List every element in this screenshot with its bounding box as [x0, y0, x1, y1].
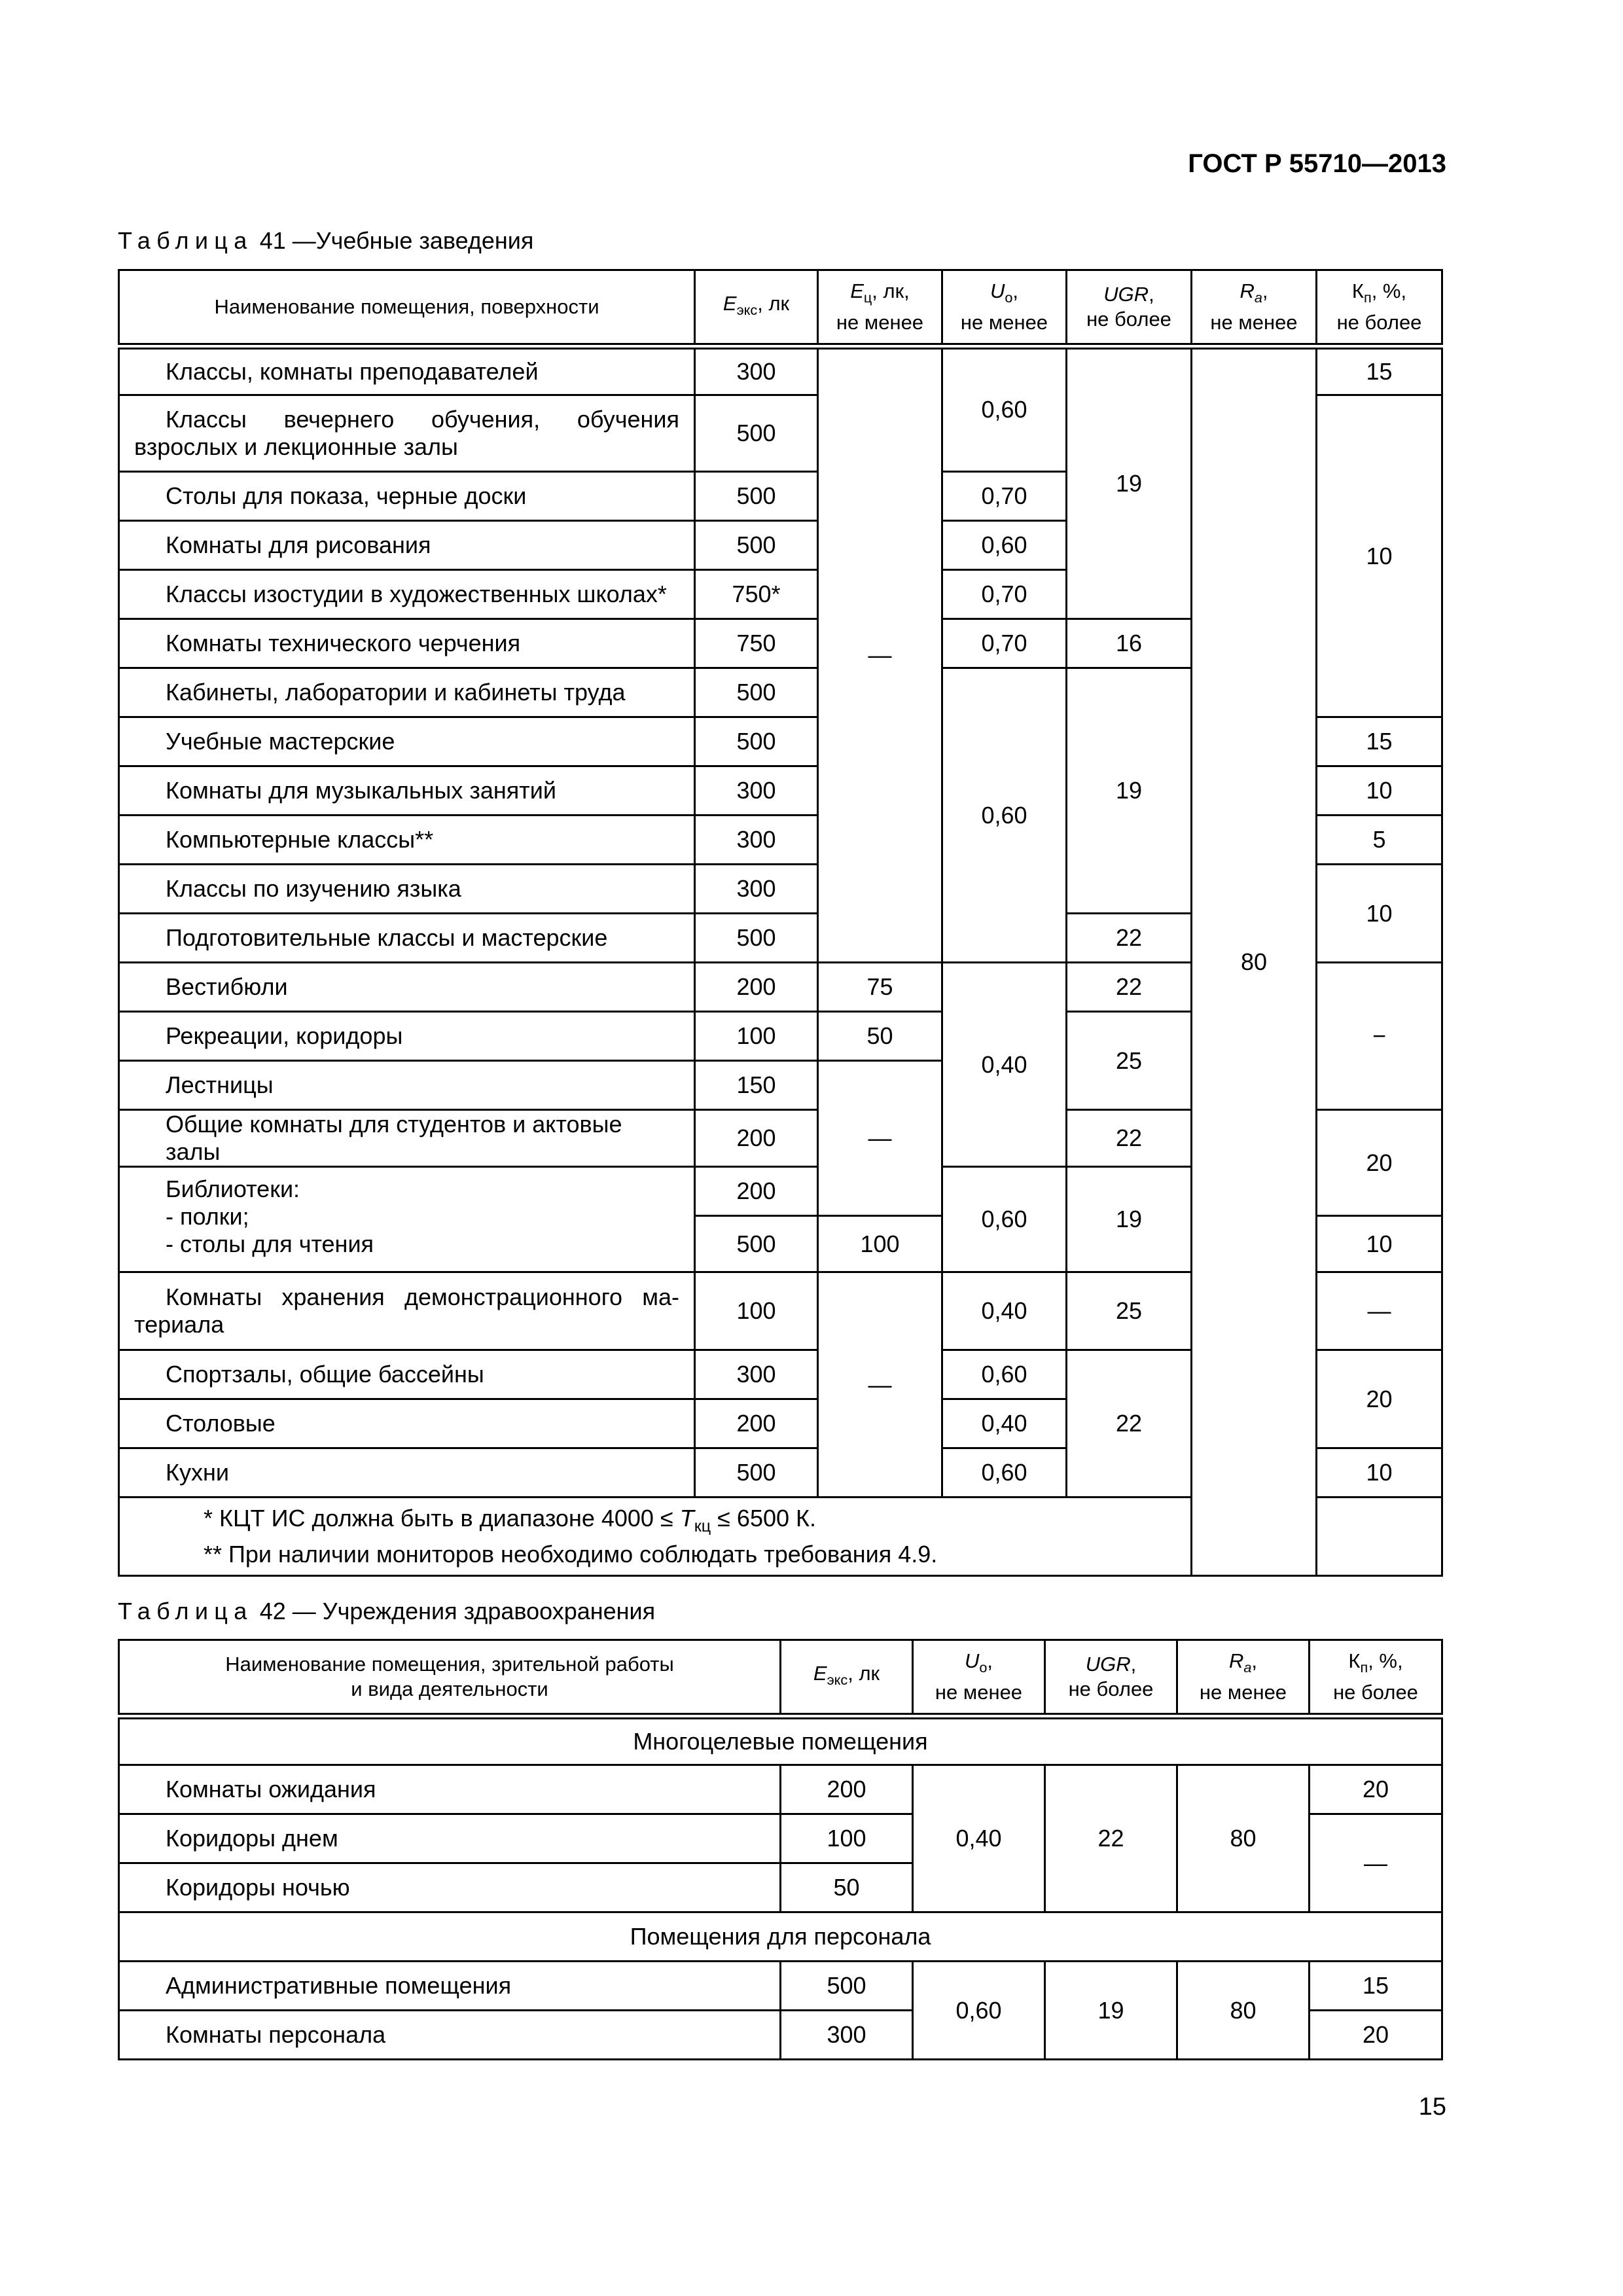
e-value: 200 [695, 963, 818, 1012]
ra-value: 80 [1177, 1765, 1310, 1912]
col-header-room: Наименование помещения, зрительной работы и вида деятельности [119, 1640, 781, 1716]
room-name: Лестницы [119, 1061, 695, 1110]
section-row [119, 1912, 1442, 1962]
room-name: Столы для показа, черные доски [119, 472, 695, 521]
room-name: Комнаты технического черчения [119, 619, 695, 668]
ugr-value: 22 [1067, 1350, 1192, 1498]
room-name: Классы вечернего обучения, обучения взрослых и лекционные залы [119, 395, 695, 472]
room-name: Административные помещения [119, 1962, 781, 2011]
table-header-row [119, 1640, 1442, 1716]
kp-value: 10 [1317, 1216, 1442, 1272]
section-row [119, 1716, 1442, 1765]
uo-value: 0,60 [942, 521, 1067, 570]
room-name: Подготовительные классы и мастерские [119, 914, 695, 963]
table-header-row [119, 270, 1442, 346]
footnote-1: * КЦТ ИС должна быть в диапазоне $4000 \le T_{кц} \le 6500$ К. [204, 1505, 816, 1536]
kp-value: — [1317, 1272, 1442, 1350]
e-value: 500 [695, 472, 818, 521]
uo-value: 0,60 [942, 1167, 1067, 1272]
e-value: 500 [695, 395, 818, 472]
section-title: Многоцелевые помещения [119, 1716, 1442, 1765]
e-value: 500 [695, 668, 818, 717]
ugr-value: 19 [1067, 668, 1192, 914]
ec-value: 50 [818, 1012, 942, 1061]
table42-caption-word: Таблица [118, 1598, 253, 1624]
table-footnotes [119, 1498, 1442, 1576]
ec-value: 75 [818, 963, 942, 1012]
e-value: 300 [695, 816, 818, 865]
col-header-ugr: UGR, не более [1067, 270, 1192, 346]
room-name: Компьютерные классы** [119, 816, 695, 865]
uo-value: 0,40 [942, 1399, 1067, 1448]
ra-value: 80 [1192, 346, 1317, 1576]
table-42 [118, 1639, 1443, 2060]
col-header-ugr: UGR, не более [1045, 1640, 1177, 1716]
e-value: 100 [695, 1272, 818, 1350]
room-name: Классы, комнаты преподавателей [119, 346, 695, 395]
e-value: 300 [781, 2011, 913, 2060]
table41-caption [118, 227, 533, 255]
col-header-ra: $R_a$, не менее [1177, 1640, 1310, 1716]
ec-value: — [818, 1272, 942, 1498]
kp-value: — [1310, 1814, 1442, 1912]
table-row [119, 1962, 1442, 2011]
col-header-kp: $К_п$, %, не более [1310, 1640, 1442, 1716]
table-row [119, 1765, 1442, 1814]
kp-value: 15 [1317, 346, 1442, 395]
room-name: Комнаты персонала [119, 2011, 781, 2060]
uo-value: 0,40 [913, 1765, 1045, 1912]
room-name: Кухни [119, 1448, 695, 1498]
kp-value: − [1317, 963, 1442, 1110]
room-name: Вестибюли [119, 963, 695, 1012]
room-name: Коридоры днем [119, 1814, 781, 1863]
kp-value: 20 [1317, 1110, 1442, 1216]
e-value: 500 [695, 914, 818, 963]
table41-caption-word: Таблица [118, 227, 253, 254]
ec-value: — [818, 1061, 942, 1216]
table42-caption [118, 1598, 655, 1625]
footnote-2: ** При наличии мониторов необходимо соблюдать требования 4.9. [204, 1540, 938, 1568]
kp-value: 15 [1310, 1962, 1442, 2011]
document-header: ГОСТ Р 55710—2013 [1188, 149, 1446, 178]
uo-value: 0,60 [942, 1448, 1067, 1498]
e-value: 500 [695, 717, 818, 766]
room-name: Столовые [119, 1399, 695, 1448]
ugr-value: 19 [1067, 346, 1192, 619]
ugr-value: 25 [1067, 1012, 1192, 1110]
kp-value: 20 [1317, 1350, 1442, 1448]
e-value: 300 [695, 346, 818, 395]
uo-value: 0,40 [942, 963, 1067, 1167]
e-value: 500 [695, 521, 818, 570]
room-name: Комнаты для рисования [119, 521, 695, 570]
kp-value: 10 [1317, 395, 1442, 717]
e-value: 200 [695, 1399, 818, 1448]
e-value: 50 [781, 1863, 913, 1912]
e-value: 500 [695, 1216, 818, 1272]
col-header-e-exp: $E_{экс}$, лк [695, 270, 818, 346]
room-name: Комнаты ожидания [119, 1765, 781, 1814]
uo-value: 0,60 [942, 668, 1067, 963]
ugr-value: 19 [1067, 1167, 1192, 1272]
ugr-value: 25 [1067, 1272, 1192, 1350]
col-header-kp: $К_п$, %, не более [1317, 270, 1442, 346]
kp-value: 10 [1317, 766, 1442, 816]
e-value: 150 [695, 1061, 818, 1110]
col-header-uo: $U_о$, не менее [942, 270, 1067, 346]
table42-caption-title: 42 — Учреждения здравоохранения [253, 1598, 656, 1624]
kp-value: 20 [1310, 2011, 1442, 2060]
table-footnote-row [119, 1498, 1442, 1576]
e-value: 200 [695, 1110, 818, 1167]
room-name: Классы изостудии в художественных школах* [119, 570, 695, 619]
page-number: 15 [1418, 2093, 1446, 2121]
room-name: Коридоры ночью [119, 1863, 781, 1912]
e-value: 300 [695, 1350, 818, 1399]
kp-value: 20 [1310, 1765, 1442, 1814]
ugr-value: 16 [1067, 619, 1192, 668]
room-name: Учебные мастерские [119, 717, 695, 766]
e-value: 300 [695, 865, 818, 914]
e-value: 200 [781, 1765, 913, 1814]
col-header-room: Наименование помещения, поверхности [119, 270, 695, 346]
ec-value: — [818, 346, 942, 963]
section-title: Помещения для персонала [119, 1912, 1442, 1962]
col-header-uo: $U_о$, не менее [913, 1640, 1045, 1716]
kp-value: 15 [1317, 717, 1442, 766]
ugr-value: 22 [1067, 914, 1192, 963]
room-name: Комнаты для музыкальных занятий [119, 766, 695, 816]
e-value: 750* [695, 570, 818, 619]
ugr-value: 22 [1067, 1110, 1192, 1167]
e-value: 300 [695, 766, 818, 816]
room-name: Классы по изучению языка [119, 865, 695, 914]
e-value: 500 [781, 1962, 913, 2011]
uo-value: 0,70 [942, 472, 1067, 521]
room-name: Комнаты хранения демонстрационного ма-териала [119, 1272, 695, 1350]
e-value: 750 [695, 619, 818, 668]
uo-value: 0,70 [942, 619, 1067, 668]
table41-caption-title: 41 —Учебные заведения [253, 227, 534, 254]
ra-value: 80 [1177, 1962, 1310, 2060]
uo-value: 0,40 [942, 1272, 1067, 1350]
room-name-libraries: Библиотеки: - полки; - столы для чтения [119, 1167, 695, 1272]
room-name: Кабинеты, лаборатории и кабинеты труда [119, 668, 695, 717]
e-value: 500 [695, 1448, 818, 1498]
col-header-e-exp: $E_{экс}$, лк [781, 1640, 913, 1716]
room-name: Спортзалы, общие бассейны [119, 1350, 695, 1399]
e-value: 100 [695, 1012, 818, 1061]
e-value: 200 [695, 1167, 818, 1216]
kp-value: 10 [1317, 1448, 1442, 1498]
col-header-ra: $R_a$, не менее [1192, 270, 1317, 346]
uo-value: 0,70 [942, 570, 1067, 619]
ec-value: 100 [818, 1216, 942, 1272]
uo-value: 0,60 [913, 1962, 1045, 2060]
room-name: Общие комнаты для студентов и актовые залы [119, 1110, 695, 1167]
ugr-value: 19 [1045, 1962, 1177, 2060]
table-41 [118, 269, 1443, 1577]
kp-value: 10 [1317, 865, 1442, 963]
ugr-value: 22 [1067, 963, 1192, 1012]
room-name: Рекреации, коридоры [119, 1012, 695, 1061]
ugr-value: 22 [1045, 1765, 1177, 1912]
uo-value: 0,60 [942, 346, 1067, 472]
uo-value: 0,60 [942, 1350, 1067, 1399]
col-header-e-c: $E_ц$, лк, не менее [818, 270, 942, 346]
table-row [119, 346, 1442, 395]
kp-value: 5 [1317, 816, 1442, 865]
e-value: 100 [781, 1814, 913, 1863]
